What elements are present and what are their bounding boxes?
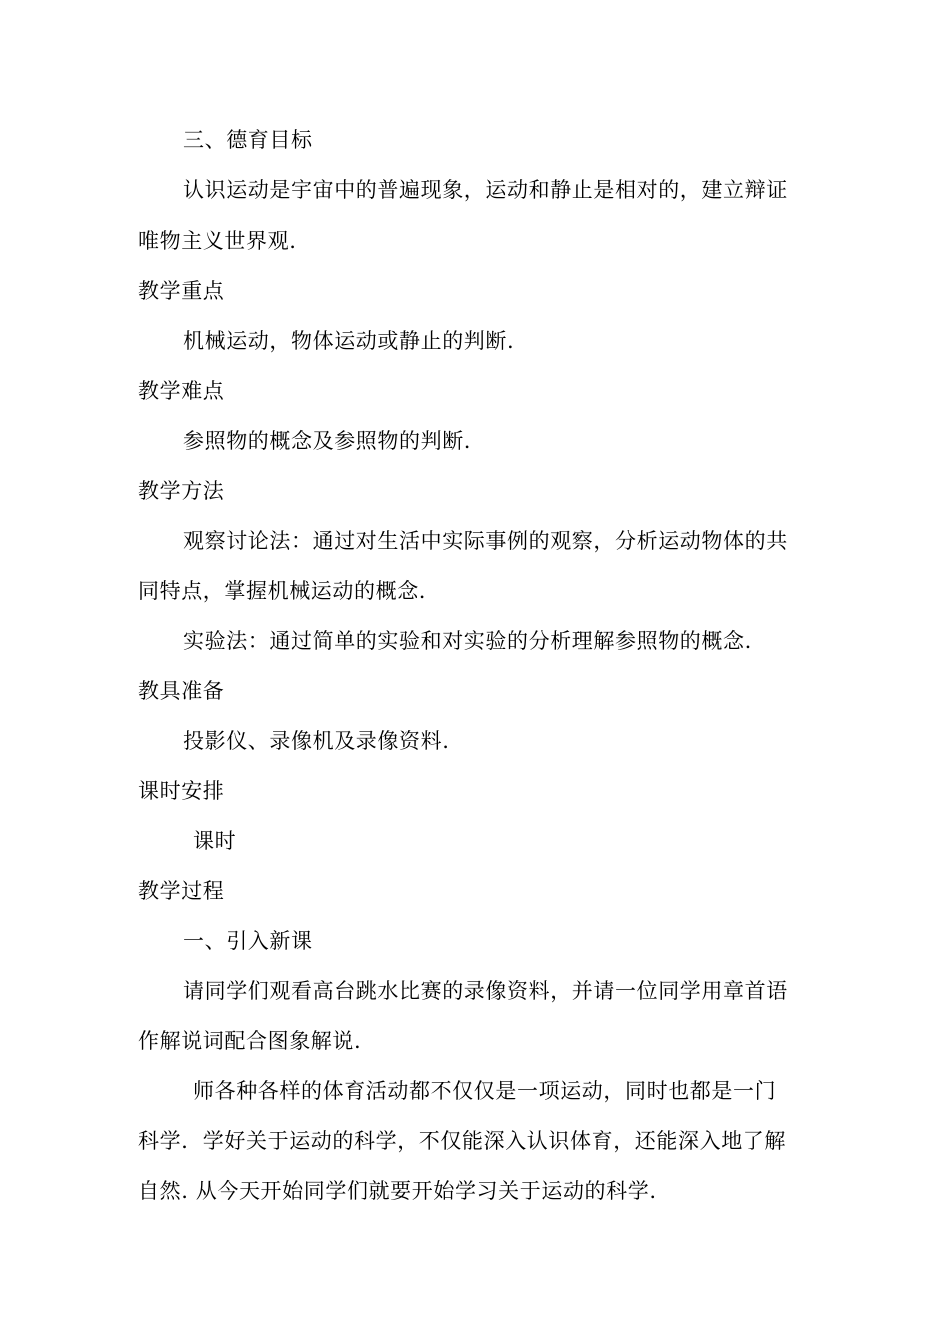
section-heading-methods: 教学方法: [138, 479, 225, 503]
paragraph-line: 课时: [193, 829, 237, 853]
paragraph-line: 参照物的概念及参照物的判断.: [183, 429, 472, 453]
section-heading-equipment: 教具准备: [138, 679, 225, 703]
paragraph-line: 科学．学好关于运动的科学，不仅能深入认识体育，还能深入地了解: [138, 1129, 786, 1153]
paragraph-line: 同特点，掌握机械运动的概念.: [138, 579, 427, 603]
subsection-heading-intro: 一、引入新课: [183, 929, 313, 953]
paragraph-line: 请同学们观看高台跳水比赛的录像资料，并请一位同学用章首语: [183, 979, 788, 1003]
section-heading-difficulties: 教学难点: [138, 379, 225, 403]
section-heading-schedule: 课时安排: [138, 779, 225, 803]
paragraph-line: 机械运动，物体运动或静止的判断.: [183, 329, 515, 353]
paragraph-line: 认识运动是宇宙中的普遍现象，运动和静止是相对的，建立辩证: [183, 178, 788, 202]
paragraph-line: 师各种各样的体育活动都不仅仅是一项运动，同时也都是一门: [193, 1079, 777, 1103]
paragraph-line: 观察讨论法：通过对生活中实际事例的观察，分析运动物体的共: [183, 529, 788, 553]
paragraph-line: 自然. 从今天开始同学们就要开始学习关于运动的科学.: [138, 1179, 657, 1203]
paragraph-line: 唯物主义世界观.: [138, 229, 297, 253]
paragraph-line: 实验法：通过简单的实验和对实验的分析理解参照物的概念.: [183, 629, 752, 653]
paragraph-line: 作解说词配合图象解说.: [138, 1029, 362, 1053]
paragraph-line: 投影仪、录像机及录像资料.: [183, 729, 450, 753]
section-heading-moral-goals: 三、德育目标: [183, 128, 313, 152]
section-heading-process: 教学过程: [138, 879, 225, 903]
section-heading-key-points: 教学重点: [138, 279, 225, 303]
